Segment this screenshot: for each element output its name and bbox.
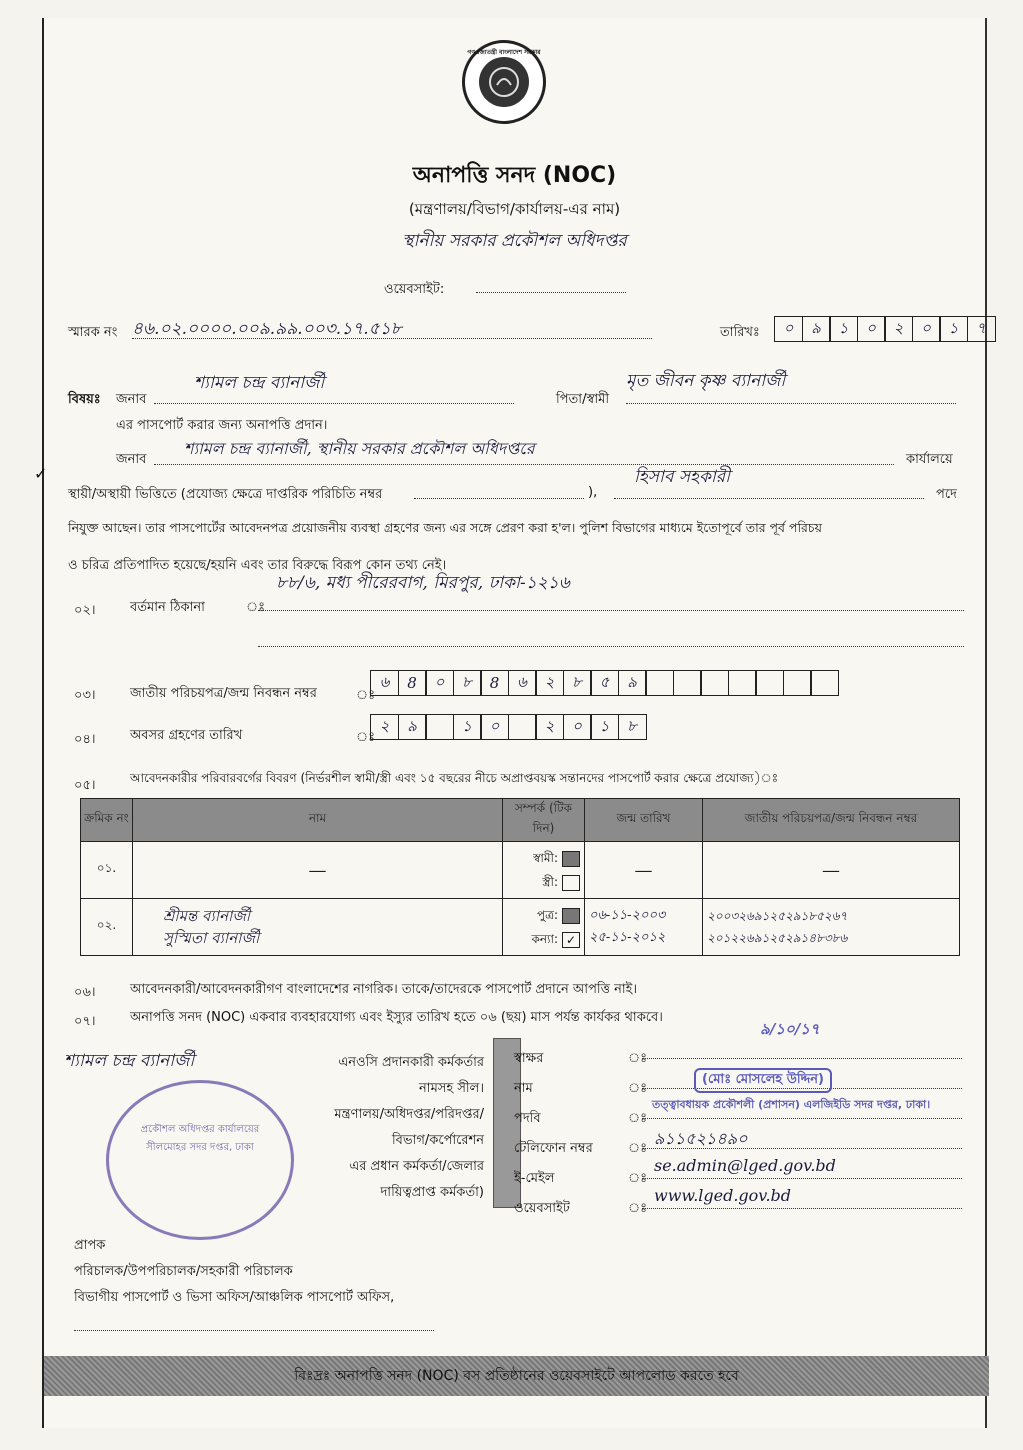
- footer-note: বিঃদ্রঃ অনাপত্তি সনদ (NOC) বস প্রতিষ্ঠানের ওয়েবসাইটে আপলোড করতে হবে: [294, 1368, 739, 1384]
- retirement-digit-box: ০: [480, 714, 509, 740]
- retirement-digit-box: ১: [590, 714, 619, 740]
- nid-digit-box: 8: [480, 670, 509, 696]
- address-label: বর্তমান ঠিকানা: [130, 600, 205, 615]
- body-mr-label: জনাব: [116, 452, 147, 467]
- item-06-num: ০৬।: [74, 985, 96, 1000]
- col-serial: ক্রমিক নং: [81, 799, 133, 842]
- stamp-text: প্রকৌশল অধিদপ্তর কার্যালয়ের সীলমোহর সদর দপ্তর, ঢাকা: [140, 1124, 260, 1153]
- table-row: [81, 899, 960, 956]
- item-07-num: ০৭।: [74, 1014, 96, 1029]
- row-name: —: [133, 842, 503, 899]
- footer-note-band: [44, 1356, 989, 1396]
- officer-designation: তত্ত্বাবধায়ক প্রকৌশলী (প্রশাসন) এলজিইডি সদর দপ্তর, ঢাকা।: [652, 1098, 931, 1111]
- officer-email: se.admin@lged.gov.bd: [654, 1156, 836, 1175]
- address-value: ৮৮/৬, মধ্য পীরেরবাগ, মিরপুর, ঢাকা-১২১৬: [276, 573, 570, 593]
- signatory-instructions: এনওসি প্রদানকারী কর্মকর্তার নামসহ সীল। মন্ত্রণালয়/অধিদপ্তর/পরিদপ্তর/ বিভাগ/কর্পোরেশন এর প্রধান কর্মকর্তা/জেলার দায়িত্বপ্রাপ্ত কর্মকর্তা): [334, 1055, 484, 1200]
- nid-digit-box: ৫: [590, 670, 619, 696]
- date-digit-box: ০: [912, 316, 941, 342]
- signatory-field-labels: স্বাক্ষর নাম পদবি টেলিফোন নম্বর ই-মেইল ওয়েবসাইট: [514, 1051, 593, 1216]
- subject-mr-label: জনাব: [116, 392, 147, 407]
- item-02-num: ০২।: [74, 603, 96, 618]
- government-seal: [462, 40, 546, 124]
- nid-digit-box: ৬: [508, 670, 537, 696]
- row-nid: ২০১২২৬৯১২৫২৯১৪৮৩৮৬: [707, 931, 848, 945]
- document-subtitle: (মন্ত্রণালয়/বিভাগ/কার্যালয়-এর নাম): [408, 200, 621, 218]
- father-label: পিতা/স্বামী: [556, 392, 610, 407]
- nid-digit-box: [783, 670, 812, 696]
- nid-digit-box: [645, 670, 674, 696]
- date-boxes: [774, 316, 994, 342]
- relation-checkbox: [562, 875, 580, 891]
- date-digit-box: ০: [774, 316, 803, 342]
- family-table-header: [81, 799, 960, 842]
- nid-digit-box: ২: [535, 670, 564, 696]
- nid-digit-box: ৯: [618, 670, 647, 696]
- citizenship-statement: আবেদনকারী/আবেদনকারীগণ বাংলাদেশের নাগরিক। তাকে/তাদেরকে পাসপোর্ট প্রদানে আপত্তি নাই।: [130, 982, 638, 997]
- retirement-digit-box: ২: [370, 714, 399, 740]
- office-suffix: কার্যালয়ে: [906, 452, 953, 467]
- body-line-4: ও চরিত্র প্রতিপাদিত হয়েছে/হয়নি এবং তার বিরুদ্ধে বিরূপ কোন তথ্য নেই।: [68, 558, 447, 573]
- date-label: তারিখঃ: [720, 325, 760, 340]
- tick-mark-icon: ✓: [34, 464, 48, 483]
- family-table: [80, 798, 960, 956]
- nid-digit-box: ০: [425, 670, 454, 696]
- applicant-signature: শ্যামল চন্দ্র ব্যানার্জী: [64, 1051, 195, 1071]
- nid-digit-box: ৬: [370, 670, 399, 696]
- recipient-line-1: পরিচালক/উপপরিচালক/সহকারী পরিচালক: [74, 1264, 293, 1279]
- col-name: নাম: [133, 799, 503, 842]
- nid-digit-box: [810, 670, 839, 696]
- applicant-name-office: শ্যামল চন্দ্র ব্যানার্জী, স্থানীয় সরকার প্রকৌশল অধিদপ্তরে: [184, 439, 535, 458]
- nid-digit-box: ৮: [453, 670, 482, 696]
- item-05-num: ০৫।: [74, 778, 96, 793]
- retirement-label: অবসর গ্রহণের তারিখ: [130, 728, 243, 743]
- emblem-icon: [479, 57, 529, 107]
- memo-label: স্মারক নং: [68, 325, 118, 340]
- item-03-num: ০৩।: [74, 688, 96, 703]
- relation-checkbox: ✓: [562, 932, 580, 948]
- retirement-digit-box: [508, 714, 537, 740]
- retirement-digit-box: ৯: [398, 714, 427, 740]
- officer-website: www.lged.gov.bd: [654, 1186, 792, 1205]
- memo-number: ৪৬.০২.০০০০.০০৯.৯৯.০০৩.১৭.৫১৮: [132, 319, 402, 339]
- nid-digit-box: [728, 670, 757, 696]
- nid-boxes: [370, 670, 838, 696]
- website-label: ওয়েবসাইট:: [384, 282, 445, 297]
- nid-digit-box: [700, 670, 729, 696]
- retirement-digit-box: ৮: [618, 714, 647, 740]
- row-dob: —: [585, 842, 703, 899]
- recipient-line-2: বিভাগীয় পাসপোর্ট ও ভিসা অফিস/আঞ্চলিক পাসপোর্ট অফিস,: [74, 1290, 395, 1305]
- table-row: [81, 842, 960, 899]
- relation-label: কন্যা:: [531, 932, 558, 946]
- officer-name-stamp: (মোঃ মোসলেহ উদ্দিন): [694, 1068, 832, 1093]
- body-line-3: নিযুক্ত আছেন। তার পাসপোর্টের আবেদনপত্র প্রয়োজনীয় ব্যবস্থা গ্রহণের জন্য এর সঙ্গে প্রেরণ করা হ'ল। পুলিশ বিভাগের মাধ্যমে ইতোপূর্বে তার পূর্ব পরিচয়: [68, 520, 823, 535]
- col-nid: জাতীয় পরিচয়পত্র/জন্ম নিবন্ধন নম্বর: [703, 799, 960, 842]
- row-name: সুস্মিতা ব্যানার্জী: [163, 929, 260, 947]
- officer-phone: ৯১১৫২১৪৯০: [654, 1129, 748, 1148]
- office-name: স্থানীয় সরকার প্রকৌশল অধিদপ্তর: [402, 231, 627, 251]
- relation-label: স্ত্রী:: [542, 875, 558, 889]
- item-04-num: ০৪।: [74, 732, 96, 747]
- date-digit-box: ১: [939, 316, 968, 342]
- date-digit-box: ১: [829, 316, 858, 342]
- row-dob: ২৫-১১-২০১২: [589, 930, 666, 945]
- relation-label: পুত্র:: [536, 908, 558, 922]
- noc-document: গণপ্রজাতন্ত্রী বাংলাদেশ সরকার অনাপত্তি সনদ (NOC) (মন্ত্রণালয়/বিভাগ/কার্যালয়-এর নাম) স্থানীয় সরকার প্রকৌশল অধিদপ্তর ওয়েবসাইট: স্মারক নং ৪৬.০২.০০০০.০০৯.৯৯.০০৩.১৭.৫১৮ তারিখঃ ০ ৯ ১ ০ ২ ০ ১ ৭ বিষয়ঃ জনাব শ্যামল চন্দ্র ব্যানার্জী পিতা/স্বামী মৃত জীবন কৃষ্ণ ব্যানার্জী এর পাসপোর্ট করার জন্য অনাপত্তি প্রদান। জনাব শ্যামল চন্দ্র ব্যানার্জী, স্থানীয় সরকার প্রকৌশল অধিদপ্তরে কার্যালয়ে ✓ স্থায়ী/অস্থায়ী ভিত্তিতে (প্রযোজ্য ক্ষেত্রে দাপ্তরিক পরিচিতি নম্বর ), হিসাব সহকারী পদে নিযুক্ত আছেন। তার পাসপোর্টের আবেদনপত্র প্রয়োজনীয় ব্যবস্থা গ্রহণের জন্য এর সঙ্গে প্রেরণ করা হ'ল। পুলিশ বিভাগের মাধ্যমে ইতোপূর্বে তার পূর্ব পরিচয় ও চরিত্র প্রতিপাদিত হয়েছে/হয়নি এবং তার বিরুদ্ধে বিরূপ কোন তথ্য নেই। ০২। বর্তমান ঠিকানা ঃ ৮৮/৬, মধ্য পীরেরবাগ, মিরপুর, ঢাকা-১২১৬ ০৩। জাতীয় পরিচয়পত্র/জন্ম নিবন্ধন নম্বর ঃ ৬ 8 ০ ৮ 8 ৬ ২ ৮ ৫ ৯ ০৪। অবসর গ্রহণের তারিখ ঃ ২ ৯ ১ ০ ২ ০ ১ ৮ ০৫। আবেদনকারীর পরিবারবর্গের বিবরণ (নির্ভরশীল স্বামী/স্ত্রী এবং ১৫ বছরের নীচে অপ্রাপ্তবয়স্ক সন্তানদের পাসপোর্ট করার ক্ষেত্রে প্রযোজ্য)ঃ ক্রমিক নং নাম সম্পর্ক (টিক দিন) জন্ম তারিখ জাতীয় পরিচয়পত্র/জন্ম নিবন্ধন নম্বর ০১. — স্বামী: স্ত্রী: — — ০২. শ্রীমন্ত ব্যানার্জী সুস্মিতা ব্যানার্জী পুত্র: কন্যা: ✓ ০৬-১১-২০০৩ ২৫-১১-২০১২ ২০০৩২৬৯১২৫২৯১৮৫২৬৭ ২০১২২৬৯১২৫২৯১৪৮৩৮৬ ০৬। আবেদনকারী/আবেদনকারীগণ বাংলাদেশের নাগরিক। তাকে/তাদেরকে পাসপোর্ট প্রদানে আপত্তি নাই। ০৭। অনাপত্তি সনদ (NOC) একবার ব্যবহারযোগ্য এবং ইস্যুর তারিখ হতে ০৬ (ছয়) মাস পর্যন্ত কার্যকর থাকবে। শ্যামল চন্দ্র ব্যানার্জী এনওসি প্রদানকারী কর্মকর্তার নামসহ সীল। মন্ত্রণালয়/অধিদপ্তর/পরিদপ্তর/ বিভাগ/কর্পোরেশন এর প্রধান কর্মকর্তা/জেলার দায়িত্বপ্রাপ্ত কর্মকর্তা) প্রকৌশল অধিদপ্তর কার্যালয়ের সীলমোহর সদর দপ্তর, ঢাকা স্বাক্ষর নাম পদবি টেলিফোন নম্বর ই-মেইল ওয়েবসাইট ঃ ঃ ঃ ঃ ঃ ঃ ৯/১০/১৭ (মোঃ মোসলেহ উদ্দিন) তত্ত্বাবধায়ক প্রকৌশলী (প্রশাসন) এলজিইডি সদর দপ্তর, ঢাকা। ৯১১৫২১৪৯০ se.admin@lged.gov.bd www.lged.gov.bd প্রাপক পরিচালক/উপপরিচালক/সহকারী পরিচালক বিভাগীয় পাসপোর্ট ও ভিসা অফিস/আঞ্চলিক পাসপোর্ট অফিস, বিঃদ্রঃ অনাপত্তি সনদ (NOC) বস প্রতিষ্ঠানের ওয়েবসাইটে আপলোড করতে হবে: [42, 18, 987, 1428]
- nid-digit-box: ৮: [563, 670, 592, 696]
- document-title: অনাপত্তি সনদ (NOC): [412, 163, 617, 188]
- status-text: স্থায়ী/অস্থায়ী ভিত্তিতে (প্রযোজ্য ক্ষেত্রে দাপ্তরিক পরিচিতি নম্বর: [68, 487, 383, 502]
- retirement-digit-box: ০: [563, 714, 592, 740]
- subject-label: বিষয়ঃ: [68, 392, 101, 407]
- retirement-digit-box: [425, 714, 454, 740]
- subject-purpose: এর পাসপোর্ট করার জন্য অনাপত্তি প্রদান।: [116, 418, 328, 433]
- relation-checkbox: [562, 908, 580, 924]
- nid-digit-box: [755, 670, 784, 696]
- applicant-name: শ্যামল চন্দ্র ব্যানার্জী: [194, 373, 325, 393]
- post-suffix: পদে: [936, 487, 957, 502]
- col-dob: জন্ম তারিখ: [585, 799, 703, 842]
- office-stamp: [106, 1080, 294, 1240]
- nid-digit-box: 8: [398, 670, 427, 696]
- row-serial: ০১.: [81, 842, 133, 899]
- retirement-digit-box: ১: [453, 714, 482, 740]
- date-digit-box: ০: [857, 316, 886, 342]
- relation-label: স্বামী:: [533, 851, 558, 865]
- row-nid: —: [703, 842, 960, 899]
- date-digit-box: ৭: [967, 316, 996, 342]
- father-name: মৃত জীবন কৃষ্ণ ব্যানার্জী: [626, 371, 786, 391]
- relation-checkbox: [562, 851, 580, 867]
- date-digit-box: ২: [884, 316, 913, 342]
- recipient-label: প্রাপক: [74, 1238, 106, 1253]
- seal-text: গণপ্রজাতন্ত্রী বাংলাদেশ সরকার: [467, 49, 541, 56]
- row-serial: ০২.: [81, 899, 133, 956]
- retirement-date-boxes: [370, 714, 645, 740]
- col-relation: সম্পর্ক (টিক দিন): [503, 799, 585, 842]
- sign-date: ৯/১০/১৭: [760, 1020, 820, 1038]
- validity-statement: অনাপত্তি সনদ (NOC) একবার ব্যবহারযোগ্য এবং ইস্যুর তারিখ হতে ০৬ (ছয়) মাস পর্যন্ত কার্যকর থাকবে।: [130, 1010, 663, 1025]
- row-nid: ২০০৩২৬৯১২৫২৯১৮৫২৬৭: [707, 909, 848, 923]
- retirement-digit-box: ২: [535, 714, 564, 740]
- designation: হিসাব সহকারী: [634, 467, 731, 487]
- date-digit-box: ৯: [802, 316, 831, 342]
- row-dob: ০৬-১১-২০০৩: [589, 908, 666, 923]
- row-name: শ্রীমন্ত ব্যানার্জী: [163, 907, 251, 925]
- nid-label: জাতীয় পরিচয়পত্র/জন্ম নিবন্ধন নম্বর: [130, 686, 317, 701]
- family-heading: আবেদনকারীর পরিবারবর্গের বিবরণ (নির্ভরশীল স্বামী/স্ত্রী এবং ১৫ বছরের নীচে অপ্রাপ্তবয়স্ক সন্তানদের পাসপোর্ট করার ক্ষেত্রে প্রযোজ্য)ঃ: [130, 771, 779, 785]
- nid-digit-box: [673, 670, 702, 696]
